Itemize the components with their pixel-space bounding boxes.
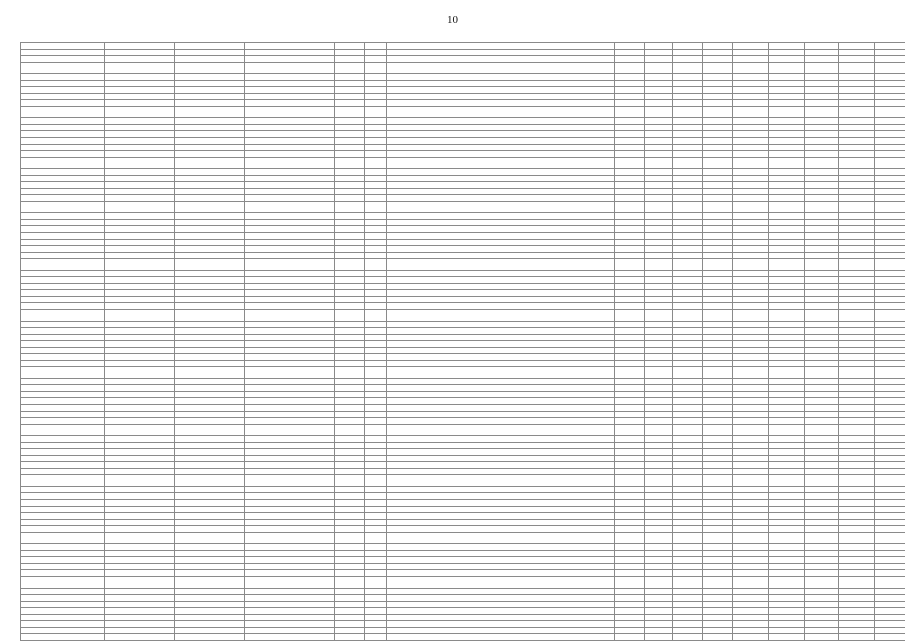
table-cell: [645, 367, 673, 379]
table-cell: [733, 106, 769, 118]
table-cell: [673, 532, 703, 544]
table-cell: [245, 106, 335, 118]
table-cell: [703, 310, 733, 322]
table-cell: [615, 532, 645, 544]
table-cell: [673, 259, 703, 271]
table-cell: [645, 634, 673, 641]
table-cell: [387, 106, 615, 118]
table-cell: [839, 310, 875, 322]
table-cell: [733, 62, 769, 74]
table-cell: [387, 157, 615, 169]
table-cell: [769, 532, 805, 544]
table-cell: [769, 106, 805, 118]
table-cell: [21, 532, 105, 544]
table-cell: [875, 106, 905, 118]
table-cell: [245, 62, 335, 74]
table-cell: [703, 532, 733, 544]
table-cell: [21, 259, 105, 271]
table-cell: [175, 157, 245, 169]
table-cell: [365, 475, 387, 487]
table-cell: [673, 201, 703, 213]
table-cell: [645, 577, 673, 589]
table-cell: [769, 259, 805, 271]
table-cell: [175, 577, 245, 589]
table-cell: [175, 634, 245, 641]
table-cell: [839, 201, 875, 213]
table-cell: [645, 424, 673, 436]
table-cell: [175, 532, 245, 544]
table-cell: [805, 532, 839, 544]
table-cell: [105, 367, 175, 379]
table-cell: [21, 634, 105, 641]
table-cell: [703, 62, 733, 74]
page-number: 10: [0, 14, 905, 26]
table-cell: [365, 62, 387, 74]
table-cell: [673, 106, 703, 118]
table-cell: [769, 157, 805, 169]
table-row: [21, 106, 905, 118]
table-cell: [769, 634, 805, 641]
table-cell: [805, 106, 839, 118]
table-cell: [365, 201, 387, 213]
table-cell: [387, 201, 615, 213]
table-cell: [769, 577, 805, 589]
table-cell: [645, 157, 673, 169]
table-cell: [387, 577, 615, 589]
table-cell: [839, 634, 875, 641]
table-cell: [703, 201, 733, 213]
table-cell: [365, 577, 387, 589]
table-cell: [335, 201, 365, 213]
table-cell: [21, 62, 105, 74]
table-cell: [21, 475, 105, 487]
table-cell: [673, 475, 703, 487]
table-cell: [105, 475, 175, 487]
table-cell: [733, 577, 769, 589]
table-cell: [673, 424, 703, 436]
table-cell: [105, 157, 175, 169]
table-cell: [615, 106, 645, 118]
table-cell: [733, 367, 769, 379]
table-cell: [703, 106, 733, 118]
table-cell: [875, 634, 905, 641]
table-cell: [769, 201, 805, 213]
table-cell: [769, 62, 805, 74]
table-cell: [805, 577, 839, 589]
table-cell: [805, 367, 839, 379]
table-cell: [875, 201, 905, 213]
table-cell: [21, 424, 105, 436]
table-cell: [805, 475, 839, 487]
table-row: [21, 475, 905, 487]
table-cell: [21, 157, 105, 169]
table-cell: [105, 424, 175, 436]
table-cell: [875, 310, 905, 322]
table-cell: [805, 310, 839, 322]
table-cell: [645, 259, 673, 271]
table-cell: [245, 577, 335, 589]
table-cell: [105, 310, 175, 322]
table-cell: [175, 62, 245, 74]
table-cell: [703, 157, 733, 169]
table-cell: [335, 634, 365, 641]
table-cell: [105, 634, 175, 641]
table-cell: [335, 310, 365, 322]
table-cell: [245, 532, 335, 544]
table-cell: [875, 259, 905, 271]
table-cell: [673, 577, 703, 589]
table-cell: [175, 475, 245, 487]
table-row: [21, 310, 905, 322]
table-row: [21, 367, 905, 379]
table-cell: [105, 259, 175, 271]
table-cell: [875, 577, 905, 589]
housing-stock-table: [20, 42, 890, 610]
table-cell: [105, 532, 175, 544]
table-cell: [245, 259, 335, 271]
table-cell: [839, 475, 875, 487]
table-cell: [733, 475, 769, 487]
table-cell: [365, 157, 387, 169]
table-cell: [875, 532, 905, 544]
table-cell: [703, 367, 733, 379]
table-cell: [615, 475, 645, 487]
table-cell: [615, 577, 645, 589]
table-cell: [175, 201, 245, 213]
table-cell: [875, 367, 905, 379]
housing-stock-grid: [20, 42, 905, 641]
table-cell: [387, 424, 615, 436]
table-cell: [335, 367, 365, 379]
table-row: [21, 577, 905, 589]
table-cell: [245, 475, 335, 487]
table-cell: [21, 201, 105, 213]
table-cell: [387, 532, 615, 544]
table-cell: [365, 367, 387, 379]
table-cell: [365, 634, 387, 641]
table-cell: [105, 106, 175, 118]
table-cell: [335, 424, 365, 436]
table-cell: [733, 201, 769, 213]
table-cell: [175, 259, 245, 271]
table-cell: [335, 532, 365, 544]
table-cell: [21, 577, 105, 589]
table-cell: [733, 532, 769, 544]
table-row: [21, 532, 905, 544]
table-cell: [105, 201, 175, 213]
table-cell: [645, 310, 673, 322]
table-cell: [245, 310, 335, 322]
table-cell: [875, 62, 905, 74]
table-cell: [365, 106, 387, 118]
table-row: [21, 259, 905, 271]
table-cell: [387, 259, 615, 271]
table-cell: [769, 310, 805, 322]
table-row: [21, 62, 905, 74]
table-cell: [703, 634, 733, 641]
table-cell: [335, 259, 365, 271]
table-cell: [365, 532, 387, 544]
table-cell: [733, 424, 769, 436]
table-cell: [839, 532, 875, 544]
table-cell: [21, 367, 105, 379]
table-cell: [673, 157, 703, 169]
table-cell: [615, 201, 645, 213]
table-cell: [733, 259, 769, 271]
table-cell: [805, 201, 839, 213]
table-cell: [615, 62, 645, 74]
table-cell: [335, 106, 365, 118]
table-cell: [805, 424, 839, 436]
table-cell: [673, 62, 703, 74]
table-cell: [175, 106, 245, 118]
table-cell: [245, 157, 335, 169]
table-cell: [703, 259, 733, 271]
table-cell: [733, 157, 769, 169]
table-cell: [875, 475, 905, 487]
table-cell: [615, 424, 645, 436]
table-cell: [645, 532, 673, 544]
table-cell: [615, 259, 645, 271]
table-cell: [805, 634, 839, 641]
table-cell: [105, 62, 175, 74]
table-cell: [245, 424, 335, 436]
table-cell: [769, 424, 805, 436]
table-cell: [335, 577, 365, 589]
table-cell: [733, 310, 769, 322]
table-cell: [839, 259, 875, 271]
table-cell: [805, 62, 839, 74]
table-cell: [105, 577, 175, 589]
table-cell: [839, 424, 875, 436]
table-cell: [769, 475, 805, 487]
table-cell: [335, 157, 365, 169]
table-cell: [335, 62, 365, 74]
table-cell: [21, 310, 105, 322]
table-cell: [839, 62, 875, 74]
table-cell: [703, 424, 733, 436]
table-cell: [645, 62, 673, 74]
table-cell: [875, 424, 905, 436]
table-cell: [673, 367, 703, 379]
table-cell: [673, 634, 703, 641]
table-cell: [645, 475, 673, 487]
table-row: [21, 634, 905, 641]
table-cell: [387, 367, 615, 379]
table-cell: [615, 157, 645, 169]
table-cell: [245, 634, 335, 641]
table-cell: [175, 310, 245, 322]
table-cell: [365, 259, 387, 271]
table-cell: [839, 106, 875, 118]
table-cell: [875, 157, 905, 169]
table-cell: [839, 367, 875, 379]
table-cell: [175, 424, 245, 436]
table-cell: [839, 577, 875, 589]
table-cell: [335, 475, 365, 487]
table-cell: [21, 106, 105, 118]
table-cell: [365, 310, 387, 322]
table-cell: [645, 106, 673, 118]
table-cell: [615, 367, 645, 379]
table-cell: [245, 367, 335, 379]
table-cell: [805, 157, 839, 169]
table-cell: [805, 259, 839, 271]
table-cell: [387, 475, 615, 487]
table-cell: [365, 424, 387, 436]
table-cell: [839, 157, 875, 169]
table-row: [21, 201, 905, 213]
table-cell: [615, 634, 645, 641]
table-cell: [387, 62, 615, 74]
table-row: [21, 424, 905, 436]
table-cell: [673, 310, 703, 322]
table-cell: [387, 634, 615, 641]
table-cell: [245, 201, 335, 213]
table-cell: [703, 577, 733, 589]
table-cell: [703, 475, 733, 487]
table-cell: [769, 367, 805, 379]
table-cell: [175, 367, 245, 379]
table-cell: [733, 634, 769, 641]
table-row: [21, 157, 905, 169]
table-cell: [645, 201, 673, 213]
table-cell: [615, 310, 645, 322]
table-cell: [387, 310, 615, 322]
